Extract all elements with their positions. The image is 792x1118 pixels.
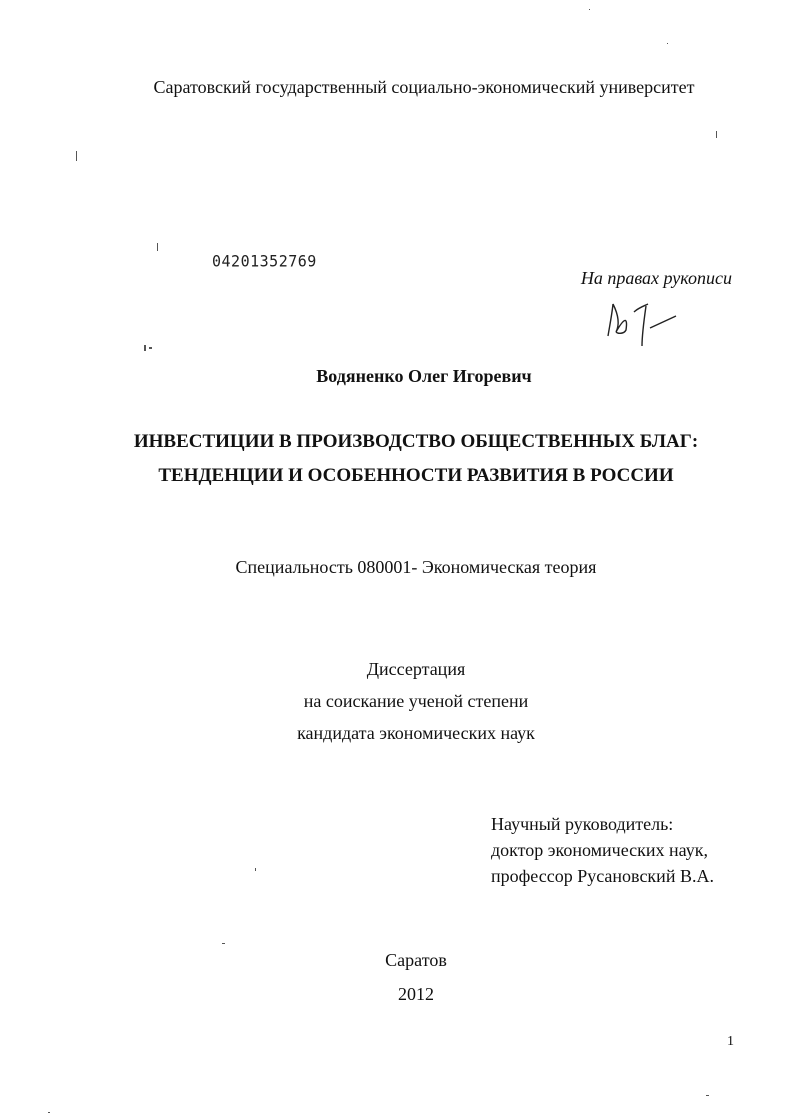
scan-speck xyxy=(76,151,77,161)
thesis-title-line-2: ТЕНДЕНЦИИ И ОСОБЕННОСТИ РАЗВИТИЯ В РОССИИ xyxy=(158,465,674,486)
scan-speck xyxy=(157,243,158,251)
scan-speck xyxy=(48,1112,50,1113)
year: 2012 xyxy=(398,984,434,1004)
supervisor-line-1: Научный руководитель: xyxy=(491,814,674,834)
page-number: 1 xyxy=(727,1034,734,1049)
scan-speck xyxy=(589,9,590,10)
scan-speck xyxy=(222,943,225,944)
registry-code: 04201352769 xyxy=(212,251,317,271)
scan-speck xyxy=(716,131,717,138)
signature-icon xyxy=(598,296,688,352)
supervisor-block xyxy=(491,811,714,889)
supervisor-line-3: профессор Русановский В.А. xyxy=(491,866,714,886)
scan-speck xyxy=(667,43,668,44)
university-name: Саратовский государственный социально-экономический университет xyxy=(153,77,695,97)
degree-line-3: кандидата экономических наук xyxy=(297,723,535,743)
city: Саратов xyxy=(385,950,447,970)
scan-speck xyxy=(706,1095,709,1096)
manuscript-note: На правах рукописи xyxy=(580,268,732,288)
scan-speck xyxy=(149,347,152,349)
scan-speck xyxy=(255,868,256,871)
specialty: Специальность 080001- Экономическая теория xyxy=(235,557,597,577)
supervisor-line-2: доктор экономических наук, xyxy=(491,840,708,860)
thesis-title-line-1: ИНВЕСТИЦИИ В ПРОИЗВОДСТВО ОБЩЕСТВЕННЫХ БЛАГ: xyxy=(133,431,699,452)
scan-speck xyxy=(144,345,146,351)
degree-line-1: Диссертация xyxy=(366,659,466,679)
author-name: Водяненко Олег Игоревич xyxy=(316,366,532,386)
degree-block xyxy=(20,653,792,749)
degree-line-2: на соискание ученой степени xyxy=(303,691,529,711)
